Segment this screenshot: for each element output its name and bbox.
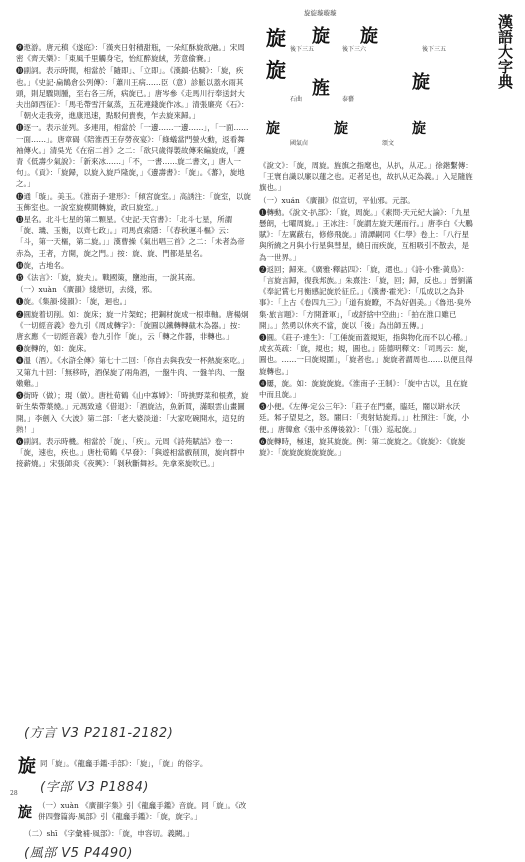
definition-paragraph: ❻旋轉時，極速，旋其旋旋。例：第二旋旋之。《旋旋》：《旋旋旋》：「旋旋旋旋旋旋旋。」 [259, 436, 466, 458]
entry-header-strip [262, 8, 467, 156]
handwritten-note-1: (方言 V3 P2181-2182) [24, 726, 174, 741]
entry-head-char-2: 旋 [18, 805, 32, 821]
header-glyph-row-3b: 旋 [334, 121, 348, 137]
right-column [259, 160, 475, 459]
definition-paragraph: ❿副詞。表示時間，相當於「隨即」、「立即」。《漢鎮·估騎》：「旋，疾也。」《史記·扁鵲倉公列傳》：「蕭川王病……臣（意）診脈以蓋水雨其頭，則足驟則腫，至右各三所，病旋已。」唐岑參《走馬川行奉送封大夫出師西征》：「馬毛帶雪汗氣蒸，五花連錢旋作冰。」清張廉亮《石》：「朝火走我旁，進康迅速，點駁何貴喪，乍去旋來歸。」 [16, 66, 249, 121]
definition-paragraph: ⓮旋，古地名。 [16, 260, 69, 270]
header-main-char-2: 旋 [266, 58, 286, 82]
header-variant-1: 旋 [312, 26, 330, 47]
header-variant-2: 旋 [360, 26, 378, 47]
header-top-label: 旋旋璇璇璇 [304, 9, 337, 17]
definition-paragraph: （一）xuàn 《廣韻》綫戀切，去綫，邪。 [16, 285, 157, 295]
header-note-2: 後下三六 [342, 46, 367, 53]
definition-paragraph: ❺小便。《左傳·定公三年》：「莊子在門臺，臨廷，閽以缾水沃廷。邾子望見之，怒。閽曰：「夷射姑旋焉。」」杜預注：「旋，小便。」唐韓愈《張中丞傳後敘》：「（張）巡起旋。」 [259, 402, 469, 434]
definition-paragraph: ⓯《法言》：「旋，旋夫」。戰國策，鹽池南，一說其南。 [16, 273, 200, 283]
definition-paragraph: ⓬通「璇」。美玉。《淮南子·建形》：「傾宮旋室。」高誘注：「旋室，以旋玉飾室也。一說室旋模間轉旋，政曰旋室。」 [16, 191, 251, 212]
definition-paragraph: ❸旋轉的，如：旋床。 [16, 344, 91, 354]
header-note-6: 國氣卣 [290, 140, 309, 147]
definition-paragraph: ❷返回；歸來。《廣雅·釋詁四》：「旋，還也。」《詩·小雅·黃鳥》：「言旋言歸，復我邦族。」朱熹注：「旋，回；歸，反也。」晉劉滿《奉記賞七月衡感記旋於征丘。」《漢書·霍光》：「瓜成以之為卦事》：「上古《卷四九三》」「道有旋瞭，不為好倡美。」《魯迅·臭外集·旅言題》：「方開蒼軍」，「或舒捨中空曲」：「拍在淮口雖已開」。」然勇以休夾不當，旋以「後」為出師五傳。」 [259, 264, 473, 330]
definition-paragraph: 《說文》：「旋，周旋。旌旗之指麾也，从扒，从疋。」徐鍇繫傳：「王寰自識以廉以蓮之也。疋者足也，故扒从疋為義。」入足隨旌旗也。」 [259, 161, 473, 193]
header-note-5: 泰藝 [342, 96, 355, 103]
entry-definition: 同「旋」。《龍龕手鑑·手部》：「旋」，「旋」的俗字。 [40, 759, 208, 768]
header-variant-4: 旋 [412, 72, 430, 93]
definition-paragraph: ❶轉動。《說文·扒部》：「旋，周旋。」《素問·天元紀大論》：「九星懸朗，七曜周旋。」王冰注：「旋謂左旋天運而行。」唐李白《大鵬賦》：「左翼蔽右，修修飛旋。」清譚嗣同《仁學》卷上：「八行星與所繞之月與小行星與彗星，繞日而疾旋，互相吸引不散去，是為一世界。」 [259, 207, 473, 262]
header-main-char: 旋 [266, 26, 286, 50]
definition-paragraph: （一）xuán 《廣韻》似宣切，平仙邪。元部。 [259, 195, 415, 205]
definition-paragraph: ❹屢，旋。如：旋旋旋旋。《淮南子·王制》：「旋中古以，且在旋中而且旋。」 [259, 378, 468, 400]
handwritten-note-2: (字部 V3 P1884) [40, 780, 149, 795]
page-number: 28 [10, 790, 18, 797]
header-variant-3: 旌 [312, 78, 330, 99]
definition-paragraph: ⓭星名。北斗七星的第二顆星。《史記·天官書》：「北斗七星，所謂「旋、璣、玉衡，以齊七政」。」司馬貞索隱：「《春秋運斗樞》云：「斗，第一天樞，第二旋。」」漢曹操《氣出唱三首》之二：「未者為帝赤為，王者，方開，旋之門。」按：旋、旋、門都是星名。 [16, 215, 245, 258]
header-note-4: 石曲 [290, 96, 303, 103]
header-glyph-row-3a: 旋 [266, 121, 280, 137]
definition-paragraph: ❷圓旋着切削。如：旋床；旋一片架蛇；把鋼材旋成一根車軸。唐楊炯《一切經音義》卷九引《周成轉字》：「旋圓以鐵轉轉截木為器。」按：唐玄應《一切經音義》卷九引作「旋」，云「轉之作器，非轉也。」 [16, 309, 249, 342]
dictionary-side-title: 漢語大字典 [496, 14, 514, 89]
definition-paragraph: ❾遨游。唐元稹《遂庭》：「漢夾日射積甜瓶，一朵紅酥旋欲融。」宋周密《齊天樂》：「東風千里觸身宅，怡紅醉旋絨，芳意偷賽。」 [16, 43, 245, 64]
definition-paragraph: ❸圓。《莊子·達生》：「工倕旋而蓋規矩，指與物化而不以心稽。」成玄英疏：「旋，規也；規，圓也。」陸德明釋文：「司馬云：旋，圓也。……一曰旋規圍」，「旋者也。」旋旋者謂周也……以便且得旋轉也。」 [259, 333, 473, 376]
definition-paragraph: ❹溫（酒）。《水滸全傳》第七十二回：「你自去與我安一杯熱旋來吃。」又第九十回：「無移時，酒保旋了兩角酒，一盤牛肉、一盤羊肉、一盤嫩雞。」 [16, 356, 249, 388]
definition-paragraph: ❻副詞。表示時機。相當於「旋」、「疾」。元周《詩苑賦詰》卷一：「旋，速也，疾也。」唐杜荀鶴《早發》：「與遊相當戲削頂，旋向群中接薪燒。」宋張師炎《夜興》：「剝秋斷舞衫。先拿來旋吹已。」 [16, 436, 245, 469]
definition-paragraph: ❶旋。《集韻·綫韻》：「旋，迴也。」 [16, 297, 131, 307]
header-note-7: 頌文 [382, 140, 395, 147]
handwritten-note-3: (風部 V5 P4490) [24, 846, 133, 861]
entry-definition-3: （二）shī 《字彙補·風部》：「旋，申容切。義闕。」 [24, 829, 194, 838]
entry-head-char: 旋 [18, 756, 36, 777]
header-note-1: 後下三五 [290, 46, 315, 53]
entry-definition-2: （一）xuàn 《廣韻字集》引《龍龕手鑑》音旋。同「旋」。《改併四聲篇海·風部》引《龍龕手鑑》：「旋，旋字。」 [38, 801, 247, 821]
left-column [16, 42, 252, 471]
header-glyph-row-3c: 旋 [412, 121, 426, 137]
header-note-3: 後下三五 [422, 46, 447, 53]
definition-paragraph: ❺街時（做）；現（做）。唐杜荀鶴《山中寡婦》：「時挑野菜和根煮，旋斫生柴帶葉燒。」元馮致遠《借退》：「酒旋沽，魚新買，滿眼雲山畫圖開。」李劍入《大波》第二部：「老大婆淡道：「大家吃碗開水，這兒的熱！」 [16, 391, 249, 434]
definition-paragraph: ⓫逐一。表示並列。多連用，相當於「一邊……一邊……」，「一面……一面……」。唐章碣《陪淮西王存勞夜宴》：「綠蟻當門螢火動，返看舞袖傳火。」清吳光《在宿二首》之二：「欲只歲得製故傳來編旋成，「護青《低壽少氣說》：「新來冰……」「不，一書……旋二書文，」唐人一句」。《貢》：「旋歸，以旋入旋戶隆旋，」《邊壽書》：「旋」。《蕃》，旋地之。」 [16, 123, 249, 189]
